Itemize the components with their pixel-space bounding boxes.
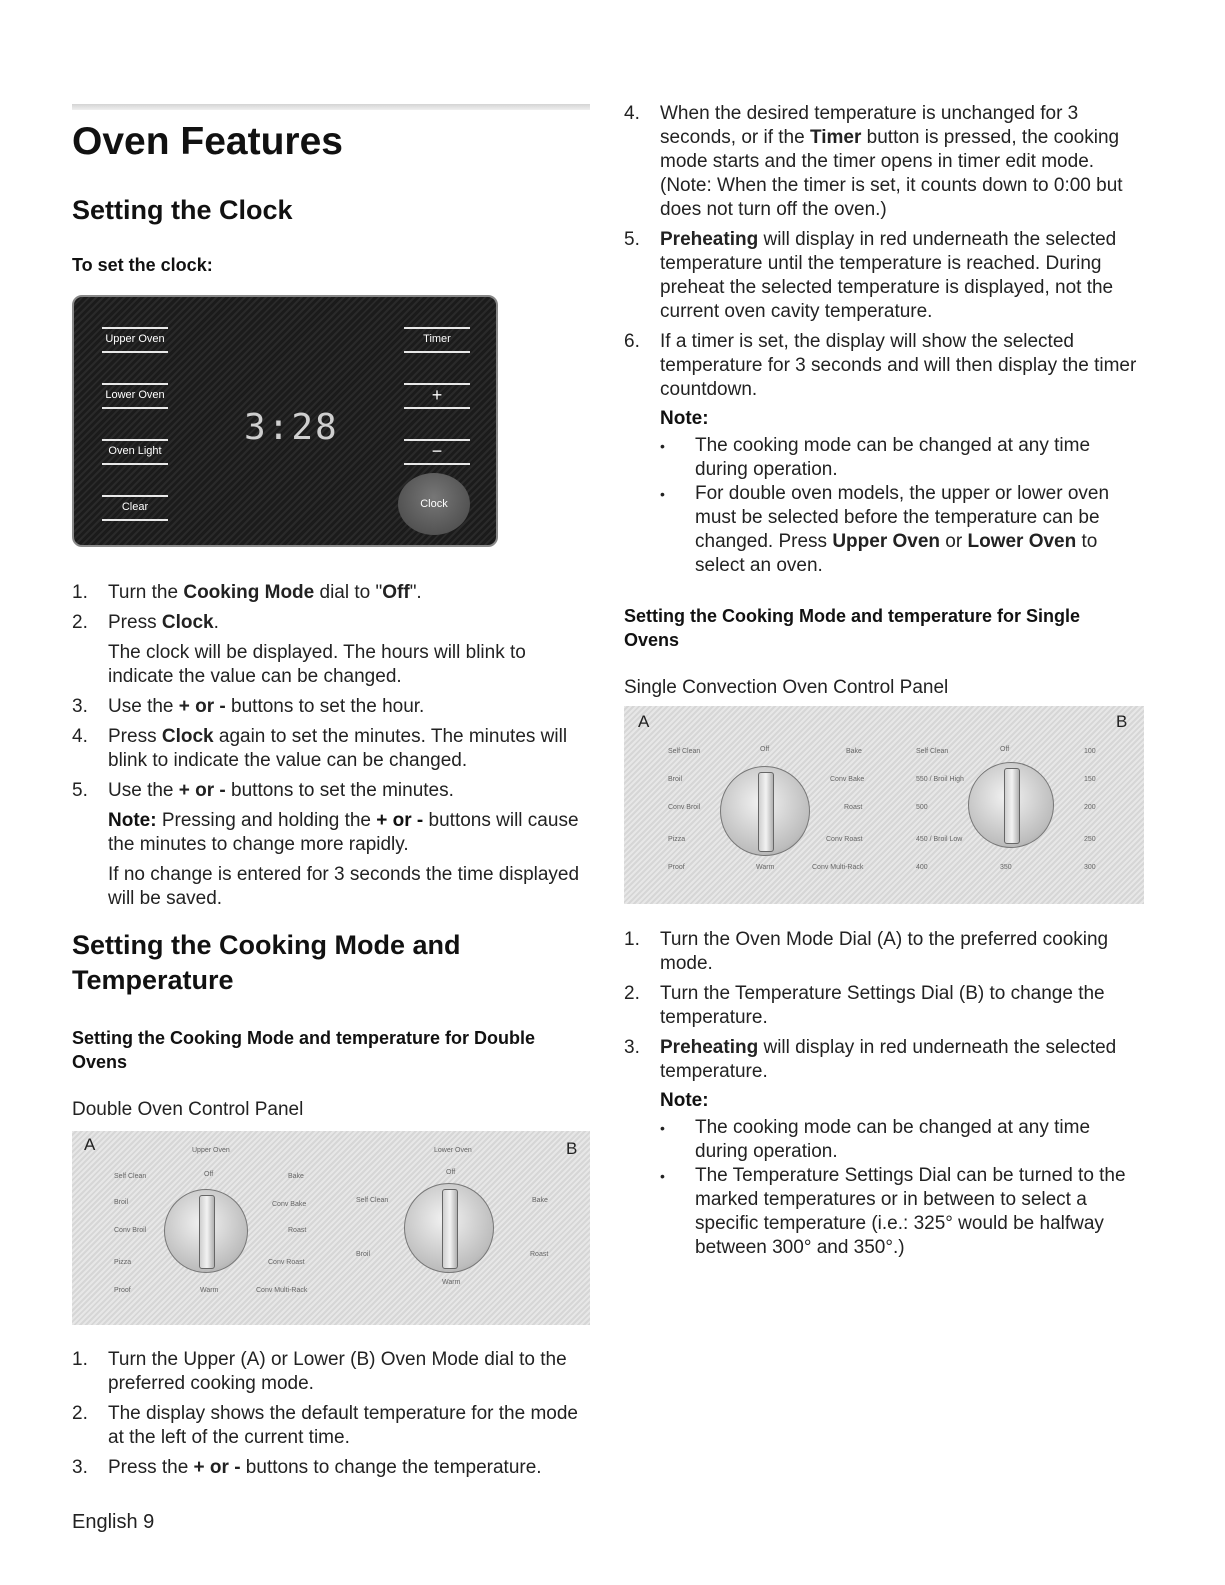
dial-label: 450 / Broil Low	[916, 836, 963, 843]
dial-label: Pizza	[668, 836, 686, 843]
dial-label: Lower Oven	[434, 1147, 472, 1154]
dial-label: Conv Multi-Rack	[256, 1287, 308, 1294]
header-rule	[72, 104, 590, 110]
control-panel-image	[72, 295, 498, 547]
clock-heading: Setting the Clock	[72, 195, 293, 225]
dial-label: Warm	[442, 1279, 461, 1286]
dial-label: Self Clean	[356, 1197, 389, 1204]
dial-b-marker: B	[1116, 712, 1128, 731]
double-step-2: 2. The display shows the default temperature for the mode at the left of the current time.	[72, 1403, 578, 1448]
double-oven-caption: Double Oven Control Panel	[72, 1099, 304, 1120]
dial-a-marker: A	[638, 712, 650, 731]
double-note-2: • For double oven models, the upper or lower oven must be selected before the temperature can be changed. Press Upper Oven or Lower Oven to select an oven.	[660, 482, 1144, 578]
dial-label: Pizza	[114, 1259, 132, 1266]
clock-note: Note: Pressing and holding the + or - buttons will cause the minutes to change more rapidly.	[108, 810, 579, 855]
single-oven-heading: Setting the Cooking Mode and temperature for Single Ovens	[624, 606, 1081, 650]
clock-step-3: 3. Use the + or - buttons to set the hour.	[72, 696, 425, 717]
single-note-2: • The Temperature Settings Dial can be turned to the marked temperatures or in between to select a specific temperature (i.e.: 325° would be halfway between 300° and 350°.)	[660, 1164, 1144, 1260]
dial-label: Broil	[668, 776, 683, 783]
single-oven-caption: Single Convection Oven Control Panel	[624, 677, 949, 698]
dial-label: 400	[916, 864, 928, 871]
minus-button: −	[404, 439, 470, 465]
dial-label: Off	[1000, 746, 1010, 753]
clock-button: Clock	[398, 473, 470, 535]
dial-label: 200	[1084, 804, 1096, 811]
cooking-heading: Setting the Cooking Mode and Temperature	[72, 930, 461, 995]
double-step-4: 4. When the desired temperature is unchanged for 3 seconds, or if the Timer button is pressed, the cooking mode starts and the timer opens in timer edit mode. (Note: When the timer is set, it counts down to 0:00 but does not turn off the oven.)	[624, 103, 1123, 220]
clock-save-text: If no change is entered for 3 seconds the time displayed will be saved.	[108, 864, 580, 909]
dial-label: Bake	[846, 748, 862, 755]
lower-oven-button: Lower Oven	[102, 383, 168, 409]
double-step-3: 3. Press the + or - buttons to change the temperature.	[72, 1457, 542, 1478]
dial-label: Conv Broil	[668, 804, 701, 811]
clock-subheading: To set the clock:	[72, 255, 213, 275]
dial-label: Proof	[114, 1287, 131, 1294]
clock-step-2-detail: The clock will be displayed. The hours will blink to indicate the value can be changed.	[108, 642, 526, 687]
lower-oven-dial	[404, 1183, 494, 1273]
dial-label: Conv Roast	[268, 1259, 305, 1266]
dial-label: Conv Broil	[114, 1227, 147, 1234]
dial-label: Self Clean	[916, 748, 949, 755]
single-step-3: 3. Preheating will display in red underneath the selected temperature.	[624, 1037, 1117, 1082]
single-note-label: Note:	[660, 1090, 709, 1111]
single-oven-steps	[624, 928, 1144, 1260]
dial-label: Proof	[668, 864, 685, 871]
double-oven-dial-image	[72, 1131, 590, 1325]
single-step-1: 1. Turn the Oven Mode Dial (A) to the preferred cooking mode.	[624, 929, 1109, 974]
dial-label: Conv Bake	[272, 1201, 307, 1208]
dial-label: Warm	[756, 864, 775, 871]
dial-label: Conv Multi-Rack	[812, 864, 864, 871]
dial-a-marker: A	[84, 1135, 96, 1154]
double-oven-steps	[72, 1348, 592, 1486]
dial-label: Self Clean	[668, 748, 701, 755]
dial-label: Conv Roast	[826, 836, 863, 843]
dial-label: 550 / Broil High	[916, 776, 964, 783]
dial-label: Warm	[200, 1287, 219, 1294]
upper-oven-dial	[164, 1189, 248, 1273]
double-step-6: 6. If a timer is set, the display will show the selected temperature for 3 seconds and will then display the timer countdown.	[624, 331, 1137, 400]
temperature-dial	[968, 762, 1054, 848]
dial-label: Upper Oven	[192, 1147, 230, 1154]
dial-label: Broil	[114, 1199, 129, 1206]
single-oven-dial-image	[624, 706, 1144, 904]
double-step-1: 1. Turn the Upper (A) or Lower (B) Oven Mode dial to the preferred cooking mode.	[72, 1349, 567, 1394]
dial-label: Off	[204, 1171, 214, 1178]
double-oven-steps-cont	[624, 102, 1144, 578]
oven-mode-dial	[720, 766, 810, 856]
double-step-5: 5. Preheating will display in red underneath the selected temperature until the temperature is reached. During preheat the selected temperature is displayed, not the current oven cavity temperature.	[624, 229, 1117, 322]
dial-label: 350	[1000, 864, 1012, 871]
clock-step-5: 5. Use the + or - buttons to set the minutes.	[72, 780, 454, 801]
clear-button: Clear	[102, 495, 168, 521]
double-note-label: Note:	[660, 408, 709, 429]
dial-label: Conv Bake	[830, 776, 865, 783]
dial-label: Off	[446, 1169, 456, 1176]
oven-light-button: Oven Light	[102, 439, 168, 465]
dial-b-marker: B	[566, 1139, 578, 1158]
page-title: Oven Features	[72, 120, 343, 163]
dial-label: Roast	[288, 1227, 307, 1234]
dial-label: Off	[760, 746, 770, 753]
dial-label: 100	[1084, 748, 1096, 755]
upper-oven-button: Upper Oven	[102, 327, 168, 353]
double-note-1: • The cooking mode can be changed at any time during operation.	[660, 434, 1144, 482]
double-oven-heading: Setting the Cooking Mode and temperature for Double Ovens	[72, 1028, 536, 1072]
dial-label: Roast	[530, 1251, 549, 1258]
dial-label: Broil	[356, 1251, 371, 1258]
plus-button: +	[404, 383, 470, 409]
clock-step-2: 2. Press Clock.	[72, 612, 219, 633]
dial-label: Bake	[288, 1173, 304, 1180]
clock-step-1: 1. Turn the Cooking Mode dial to "Off".	[72, 582, 422, 603]
dial-label: 150	[1084, 776, 1096, 783]
dial-label: Bake	[532, 1197, 548, 1204]
dial-label: Roast	[844, 804, 863, 811]
single-step-2: 2. Turn the Temperature Settings Dial (B) to change the temperature.	[624, 983, 1105, 1028]
dial-label: 300	[1084, 864, 1096, 871]
dial-label: 250	[1084, 836, 1096, 843]
dial-label: Self Clean	[114, 1173, 147, 1180]
timer-button: Timer	[404, 327, 470, 353]
clock-step-4: 4. Press Clock again to set the minutes. The minutes will blink to indicate the value can be changed.	[72, 726, 568, 771]
dial-label: 500	[916, 804, 928, 811]
page-footer: English 9	[72, 1511, 155, 1533]
clock-steps	[72, 581, 592, 917]
single-note-1: • The cooking mode can be changed at any time during operation.	[660, 1116, 1144, 1164]
clock-display: 3:28	[244, 407, 339, 448]
